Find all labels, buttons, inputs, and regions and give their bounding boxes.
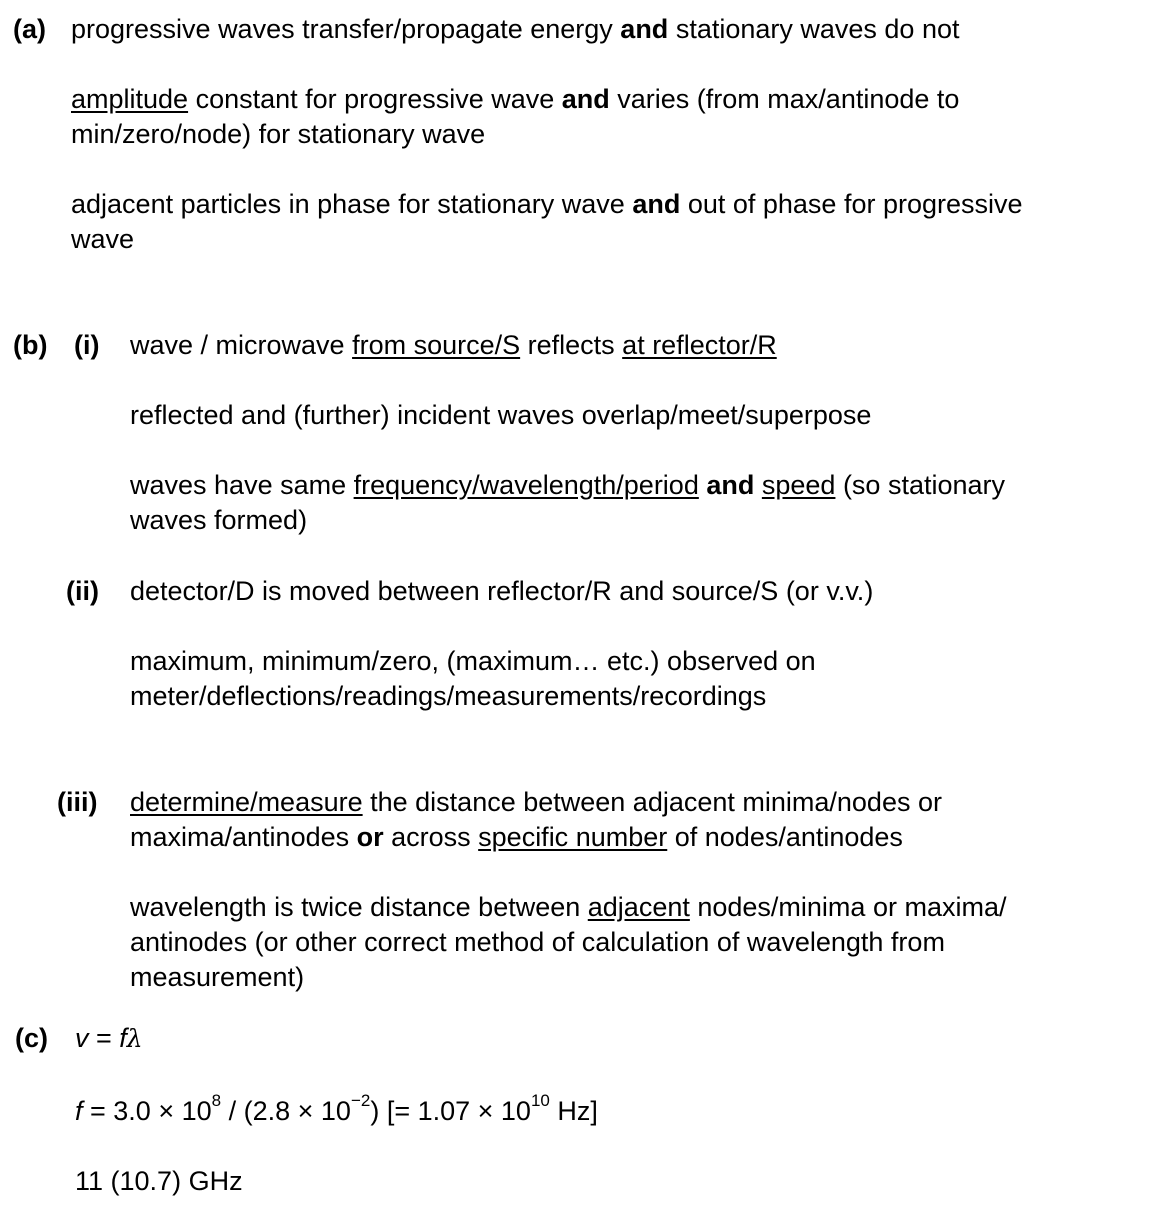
b-i-point-3: waves have same frequency/wavelength/period and speed (so stationary waves formed) xyxy=(130,470,1006,535)
b-iii-point-1: determine/measure the distance between adjacent minima/nodes or maxima/antinodes or across specific number of nodes/antinodes xyxy=(130,787,942,852)
b-ii-point-2: maximum, minimum/zero, (maximum… etc.) observed on meter/deflections/readings/measurements/recordings xyxy=(130,646,816,711)
b-iii-point-2: wavelength is twice distance between adjacent nodes/minima or maxima/ antinodes (or other correct method of calculation of wavelength from measurement) xyxy=(130,892,1007,992)
c-answer: 11 (10.7) GHz xyxy=(75,1166,243,1196)
a-point-2: amplitude constant for progressive wave and varies (from max/antinode to min/zero/node) for stationary wave xyxy=(71,84,960,149)
label-b-i: (i) xyxy=(74,330,100,360)
label-b-ii: (ii) xyxy=(66,576,99,606)
label-c: (c) xyxy=(15,1023,48,1053)
c-calculation: $f = 3.0 \times 10^8 / (2.8 \times 10^{-2})$ [= $1.07 \times 10^{10}$ Hz] xyxy=(75,1091,598,1126)
a-point-1: progressive waves transfer/propagate energy and stationary waves do not xyxy=(71,14,960,44)
label-b: (b) xyxy=(13,330,48,360)
b-i-point-1: wave / microwave from source/S reflects at reflector/R xyxy=(130,330,777,360)
a-point-3: adjacent particles in phase for stationary wave and out of phase for progressive wave xyxy=(71,189,1023,254)
b-i-point-2: reflected and (further) incident waves overlap/meet/superpose xyxy=(130,400,872,430)
label-b-iii: (iii) xyxy=(57,787,98,817)
b-ii-point-1: detector/D is moved between reflector/R and source/S (or v.v.) xyxy=(130,576,874,606)
c-formula: v = fλ xyxy=(75,1023,143,1053)
label-a: (a) xyxy=(13,14,46,44)
